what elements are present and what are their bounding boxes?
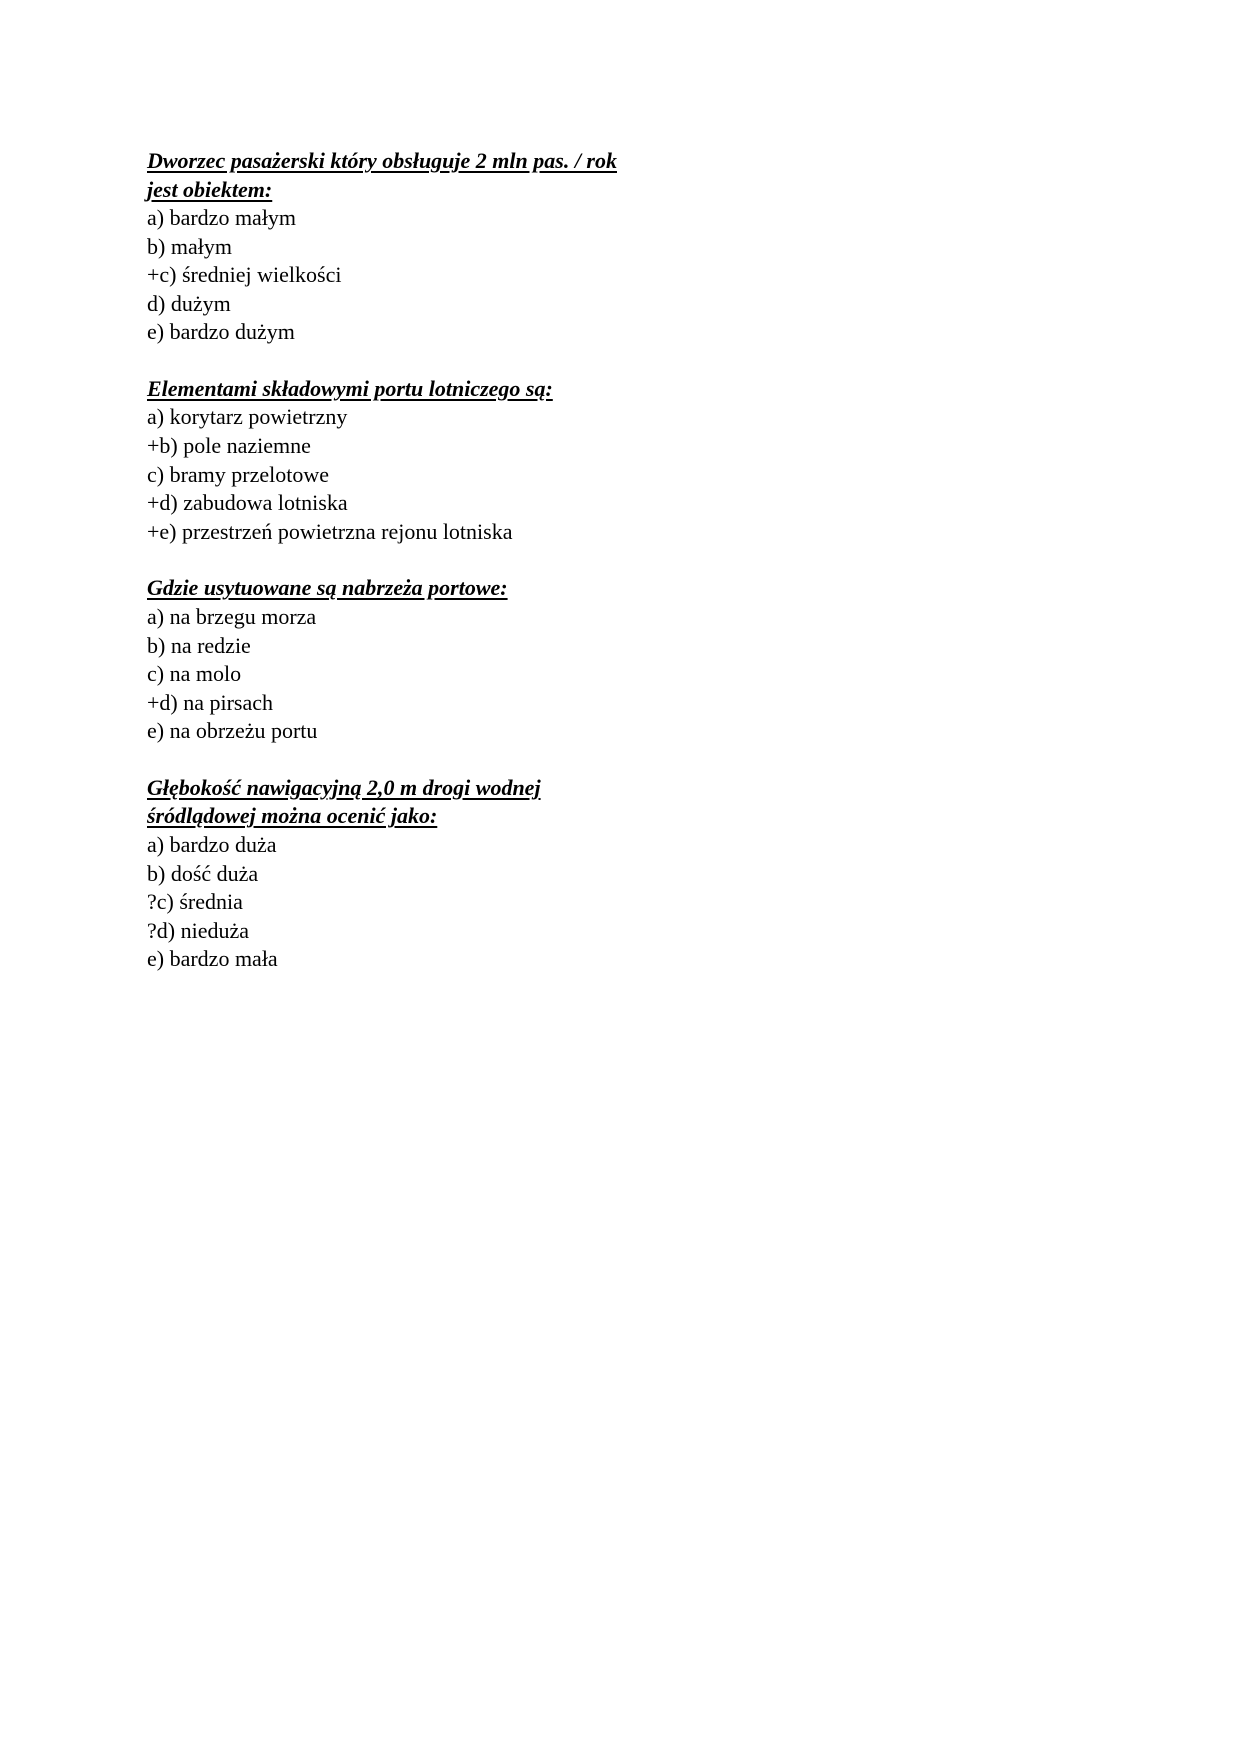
question-title-line: Dworzec pasażerski który obsługuje 2 mln pas. / rok — [147, 148, 617, 173]
question-3 — [147, 574, 847, 745]
answer-option: b) na redzie — [147, 632, 251, 658]
answer-list — [147, 403, 847, 546]
question-title-line: Głębokość nawigacyjną 2,0 m drogi wodnej — [147, 774, 541, 800]
answer-option: +b) pole naziemne — [147, 433, 311, 459]
answer-option: ?d) nieduża — [147, 917, 249, 943]
question-2 — [147, 375, 847, 546]
question-title-line: Elementami składowymi portu lotniczego są: — [147, 375, 553, 401]
answer-option: a) bardzo małym — [147, 205, 297, 230]
answer-list — [147, 603, 847, 746]
answer-option: e) bardzo mała — [147, 946, 278, 972]
question-title-line: śródlądowej można ocenić jako: — [147, 803, 438, 829]
answer-option: b) małym — [147, 233, 232, 259]
question-4 — [147, 774, 847, 974]
answer-option: e) na obrzeżu portu — [147, 718, 318, 744]
answer-option: ?c) średnia — [147, 889, 243, 915]
answer-option: +d) zabudowa lotniska — [147, 490, 348, 516]
answer-option: a) korytarz powietrzny — [147, 404, 348, 430]
answer-option: b) dość duża — [147, 860, 259, 886]
answer-option: d) dużym — [147, 290, 231, 316]
document-page — [147, 147, 847, 1002]
answer-option: c) bramy przelotowe — [147, 461, 330, 487]
answer-option: +e) przestrzeń powietrzna rejonu lotniska — [147, 518, 513, 544]
question-title-line: Gdzie usytuowane są nabrzeża portowe: — [147, 575, 508, 601]
answer-option: e) bardzo dużym — [147, 319, 295, 345]
answer-list — [147, 204, 847, 347]
answer-option: +d) na pirsach — [147, 689, 274, 715]
answer-option: c) na molo — [147, 661, 242, 687]
question-1 — [147, 147, 847, 347]
answer-option: +c) średniej wielkości — [147, 262, 342, 288]
question-title-line: jest obiektem: — [147, 176, 273, 202]
answer-list — [147, 831, 847, 974]
answer-option: a) na brzegu morza — [147, 603, 317, 629]
answer-option: a) bardzo duża — [147, 831, 277, 857]
